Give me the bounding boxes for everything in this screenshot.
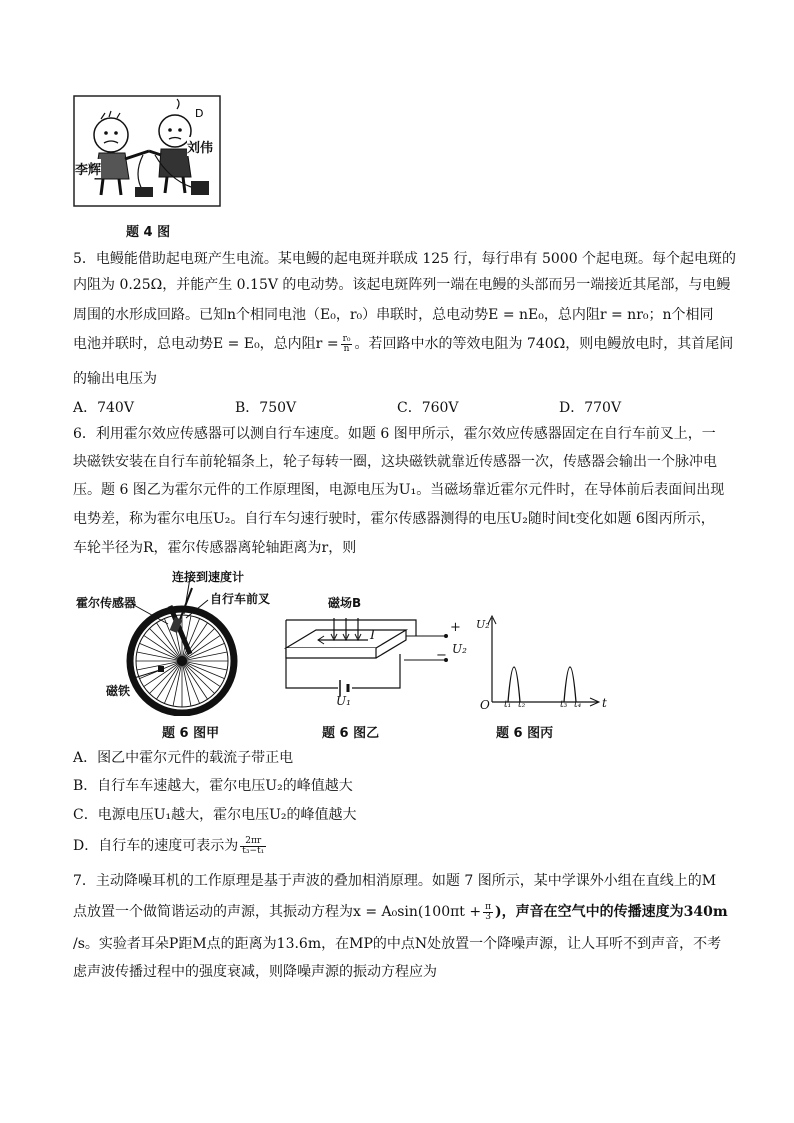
svg-text:D: D [195,107,204,120]
q6-line-2: 块磁铁安装在自行车前轮辐条上，轮子每转一圈，这块磁铁就靠近传感器一次，传感器会输出一个脉冲电 [73,454,717,470]
q6-option-c: C．电源电压U₁越大，霍尔电压U₂的峰值越大 [73,807,357,823]
wheel-spoke [149,628,182,661]
figure-6c-graph [478,612,608,712]
q6-option-b: B．自行车车速越大，霍尔电压U₂的峰值越大 [73,778,353,794]
fig4-name-right: 刘伟 [187,137,213,156]
q7-fraction [483,903,493,922]
fig6a-caption: 题 6 图甲 [162,726,220,741]
q6-line-4: 电势差，称为霍尔电压U₂。自行车匀速行驶时，霍尔传感器测得的电压U₂随时间t变化如题 6图丙所示， [73,511,715,527]
q5-option-b: B．750V [235,400,297,416]
q5-line-4-text-a: 电池并联时，总电动势E = E₀，总内阻r = [73,336,339,352]
fig6a-label-speedometer: 连接到速度计 [172,570,245,584]
q7-line-2-text-a: 点放置一个做简谐运动的声源，其振动方程为x = A₀sin(100πt + [73,904,482,920]
fig6b-label-u1: U₁ [336,694,351,708]
q6-option-d-fraction [240,837,266,856]
q5-line-5: 的输出电压为 [73,371,157,387]
q6-option-d [73,836,268,856]
q7-line-3: /s。实验者耳朵P距M点的距离为13.6m，在MP的中点N处放置一个降噪声源，让人耳听不到声音，不考 [73,936,722,952]
q5-option-d: D．770V [559,400,622,416]
figure-6b [276,590,476,715]
fig4-name-left: 李辉 [75,159,101,178]
q6-line-1: 6．利用霍尔效应传感器可以测自行车速度。如题 6 图甲所示，霍尔效应传感器固定在自行车前叉上，一 [73,426,716,442]
fig6b-label-field: 磁场B [328,596,362,610]
fig6b-label-current: I [370,628,376,643]
q7-line-4: 虑声波传播过程中的强度衰减，则降噪声源的振动方程应为 [73,964,437,980]
fig6c-tick-t1: t₁ [504,700,512,710]
q5-frac-den: n [343,343,350,354]
wheel-spoke [149,661,182,694]
q5-frac-num: r₀ [342,333,351,344]
q5-line-2: 内阻为 0.25Ω，并能产生 0.15V 的电动势。该起电斑阵列一端在电鳗的头部而另一端接近其尾部，与电鳗 [73,277,731,293]
q6-line-5: 车轮半径为R，霍尔传感器离轮轴距离为r，则 [73,540,357,556]
q7-frac-den: 3 [485,911,491,922]
q6-option-d-text: D．自行车的速度可表示为 [73,838,239,854]
q5-fraction [341,335,353,354]
fig6b-label-minus: − [436,648,447,663]
q5-option-a: A．740V [73,400,134,416]
q6-line-3: 压。题 6 图乙为霍尔元件的工作原理图，电源电压为U₁。当磁场靠近霍尔元件时，在导体前后表面间出现 [73,482,725,498]
fig6a-label-sensor: 霍尔传感器 [76,596,137,610]
q5-line-4-text-b: 。若回路中水的等效电阻为 740Ω，则电鳗放电时，其首尾间 [354,336,734,352]
q6-option-d-num: 2πr [240,837,266,847]
fig4-caption: 题 4 图 [126,225,171,240]
q7-line-2 [73,902,728,922]
fig6c-origin: O [480,698,490,712]
q5-line-4 [73,334,733,354]
q6-option-a: A．图乙中霍尔元件的载流子带正电 [73,750,294,766]
fig6c-caption: 题 6 图丙 [496,726,554,741]
fig6c-y-label: U₂ [476,618,490,631]
q7-frac-num: π [485,901,492,912]
q5-line-3: 周围的水形成回路。已知n个相同电池（E₀，r₀）串联时，总电动势E = nE₀，总内阻r = nr₀；n个相同 [73,307,714,323]
figure-6c [478,612,608,712]
figure-6a-wheel [72,566,272,716]
fig6c-tick-t3: t₃ [560,700,568,710]
fig6b-label-u2: U₂ [452,642,467,656]
wheel-spoke [182,661,215,694]
q7-line-1: 7．主动降噪耳机的工作原理是基于声波的叠加相消原理。如题 7 图所示，某中学课外小组在直线上的M [73,873,717,889]
q5-option-c: C．760V [397,400,459,416]
fig6c-tick-t2: t₂ [518,700,526,710]
figure-6a [72,566,272,716]
q5-line-1: 5．电鳗能借助起电斑产生电流。某电鳗的起电斑并联成 125 行，每行串有 5000 个起电斑。每个起电斑的 [73,251,737,267]
figure-4 [73,95,221,207]
fig6c-x-label: t [602,696,607,710]
q6-option-d-den: t₃−t₁ [242,845,265,856]
fig6b-caption: 题 6 图乙 [322,726,380,741]
q7-line-2-text-b: )，声音在空气中的传播速度为340m [495,904,728,920]
fig6a-label-fork: 自行车前叉 [210,592,271,606]
fig6b-label-plus: + [450,620,461,635]
fig6c-tick-t4: t₄ [574,700,582,710]
fig6a-label-magnet: 磁铁 [106,684,131,698]
